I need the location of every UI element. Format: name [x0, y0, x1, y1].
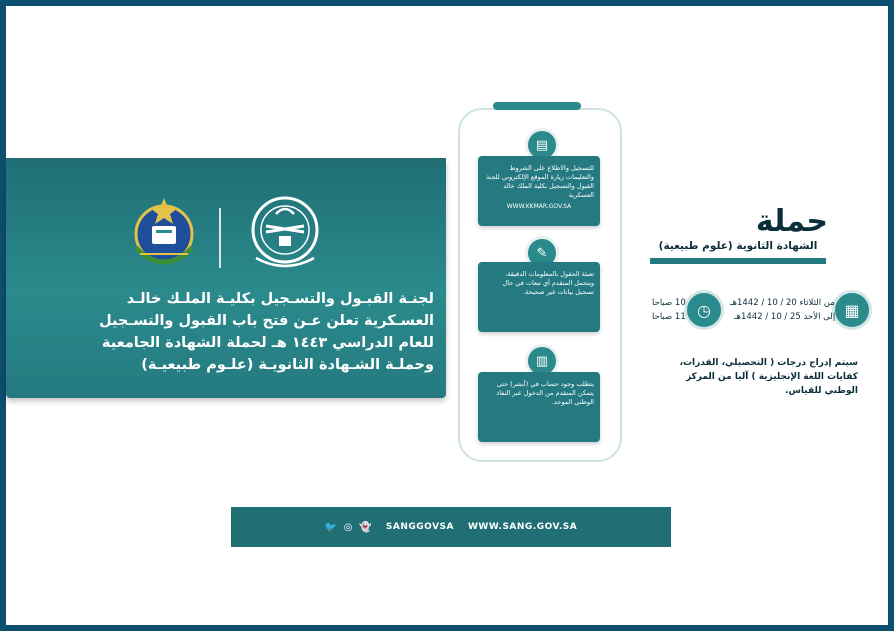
time-to: 11 صباحا — [652, 312, 686, 322]
time-from: 10 صباحا — [652, 298, 686, 308]
calendar-icon: ▦ — [832, 290, 872, 330]
clock-icon: ◷ — [684, 290, 724, 330]
instagram-icon[interactable]: ◎ — [343, 521, 353, 533]
date-to: إلى الأحد 25 / 10 / 1442هـ — [734, 312, 836, 322]
announcement-text — [14, 288, 434, 376]
campaign-title: حملة — [755, 204, 828, 239]
step-card-3 — [478, 372, 600, 442]
snapchat-icon[interactable]: 👻 — [358, 521, 372, 533]
college-emblem-icon — [128, 190, 200, 274]
scores-note: سيتم إدراج درجات ( التحصيلي، القدرات، كفايات اللغة الإنجليزية ) آليا من المركز الوطني للقياس. — [679, 358, 858, 396]
barcode-icon: ▥ — [525, 344, 559, 378]
campaign-subtitle: الشهادة الثانوية (علوم طبيعية) — [658, 240, 818, 252]
announcement-line: العسـكرية تعلن عـن فتح باب القبول والتسـجيل — [99, 313, 434, 329]
step-card-1 — [478, 156, 600, 226]
twitter-icon[interactable]: 🐦 — [324, 521, 338, 533]
subtitle-underline — [650, 258, 826, 264]
announcement-line: لجنـة القبـول والتسـجيل بكليـة الملـك خالـد — [126, 291, 434, 307]
step-text: تعبئة الحقول بالمعلومات الدقيقة، ويتحمل المتقدم أي تبعات في حال تسجيل بيانات غير صحيحة. — [502, 270, 594, 296]
steps-panel-notch — [493, 102, 581, 110]
footer-bar — [231, 507, 671, 547]
step-text: للتسجيل والاطلاع على الشروط والتعليمات زيارة الموقع الإلكتروني للجنة القبول والتسجيل بكلية الملك خالد العسكرية — [486, 164, 594, 199]
step-card-2 — [478, 262, 600, 332]
social-icons — [325, 522, 372, 533]
form-edit-icon: ✎ — [525, 236, 559, 270]
announcement-line: للعام الدراسي ١٤٤٣ هـ لحملة الشهادة الجامعية — [101, 335, 434, 351]
logo-divider — [219, 208, 221, 268]
website-link[interactable]: WWW.SANG.GOV.SA — [467, 522, 578, 532]
date-from: من الثلاثاء 20 / 10 / 1442هـ — [730, 298, 835, 308]
announcement-line: وحملـة الشـهادة الثانويـة (علـوم طبيعيـة) — [141, 357, 434, 373]
social-handle[interactable]: SANGGOVSA — [385, 522, 454, 532]
document-icon: ▤ — [525, 128, 559, 162]
step-url: WWW.KKMAR.GOV.SA — [506, 203, 572, 210]
step-text: يتطلب وجود حساب في (أبشر) حتى يتمكن المتقدم من الدخول عبر النفاذ الوطني الموحد. — [496, 380, 594, 406]
national-guard-emblem-icon — [246, 192, 324, 272]
